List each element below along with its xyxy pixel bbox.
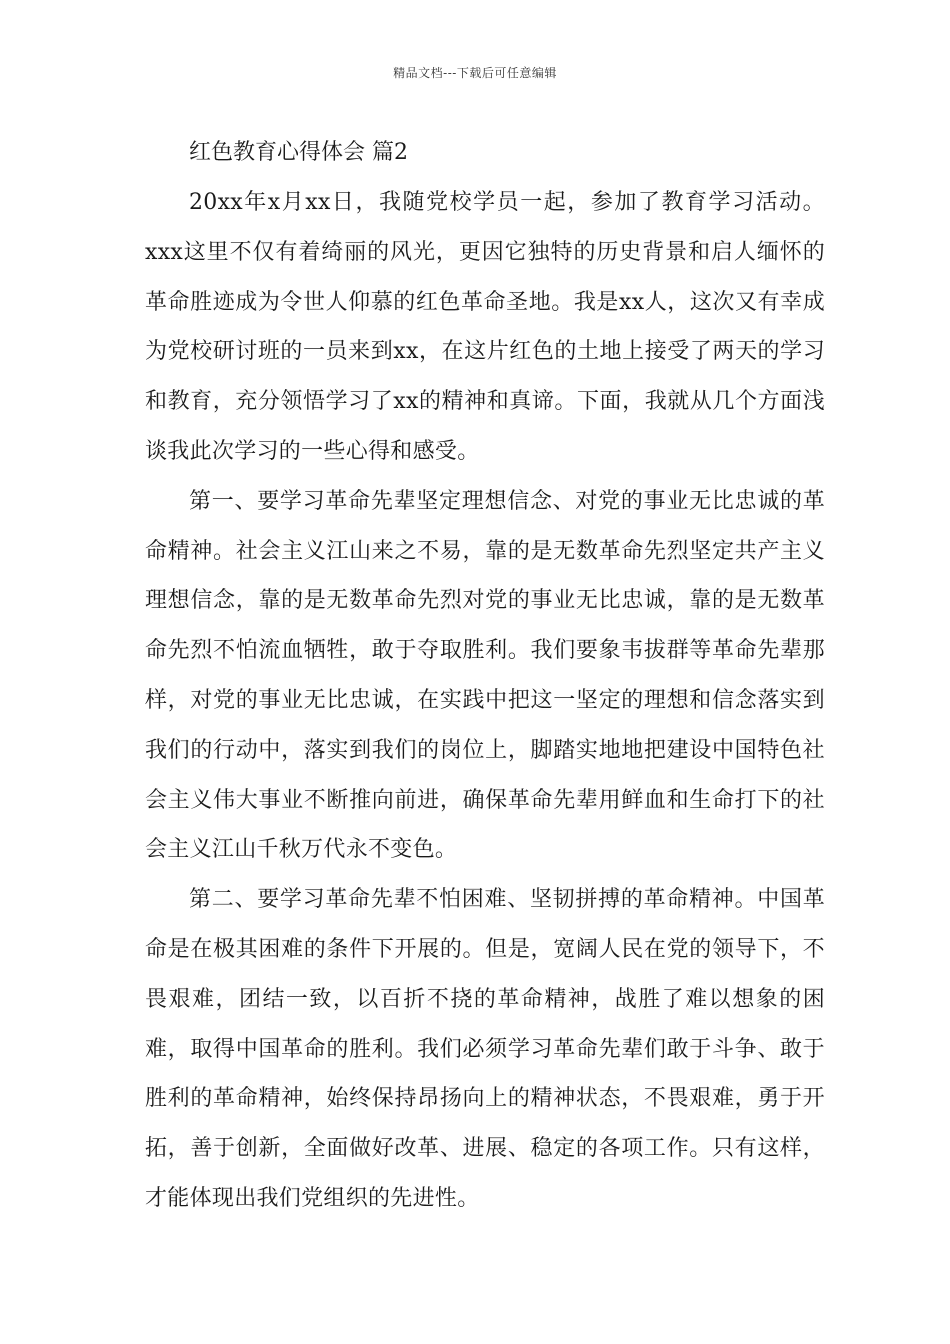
paragraph-2: 第一、要学习革命先辈坚定理想信念、对党的事业无比忠诚的革命精神。社会主义江山来之不易，靠的是无数革命先烈坚定共产主义理想信念，靠的是无数革命先烈对党的事业无比忠诚，靠的是无数革命先烈不怕流血牺牲，敢于夺取胜利。我们要象韦拔群等革命先辈那样，对党的事业无比忠诚，在实践中把这一坚定的理想和信念落实到我们的行动中，落实到我们的岗位上，脚踏实地地把建设中国特色社会主义伟大事业不断推向前进，确保革命先辈用鲜血和生命打下的社会主义江山千秋万代永不变色。 xyxy=(145,488,825,863)
paragraph-1: 20xx年x月xx日，我随党校学员一起，参加了教育学习活动。xxx这里不仅有着绮丽的风光，更因它独特的历史背景和启人缅怀的革命胜迹成为令世人仰慕的红色革命圣地。我是xx人，这次又有幸成为党校研讨班的一员来到xx，在这片红色的土地上接受了两天的学习和教育，充分领悟学习了xx的精神和真谛。下面，我就从几个方面浅谈我此次学习的一些心得和感受。 xyxy=(145,190,825,464)
paragraph-3: 第二、要学习革命先辈不怕困难、坚韧拼搏的革命精神。中国革命是在极其困难的条件下开展的。但是，宽阔人民在党的领导下，不畏艰难，团结一致，以百折不挠的革命精神，战胜了难以想象的困难，取得中国革命的胜利。我们必须学习革命先辈们敢于斗争、敢于胜利的革命精神，始终保持昂扬向上的精神状态，不畏艰难，勇于开拓，善于创新，全面做好改革、进展、稳定的各项工作。只有这样，才能体现出我们党组织的先进性。 xyxy=(145,887,825,1211)
document-title: 红色教育心得体会 篇2 xyxy=(189,140,408,165)
document-body xyxy=(145,128,825,1224)
page-header: 精品文档---下载后可任意编辑 xyxy=(393,66,557,80)
